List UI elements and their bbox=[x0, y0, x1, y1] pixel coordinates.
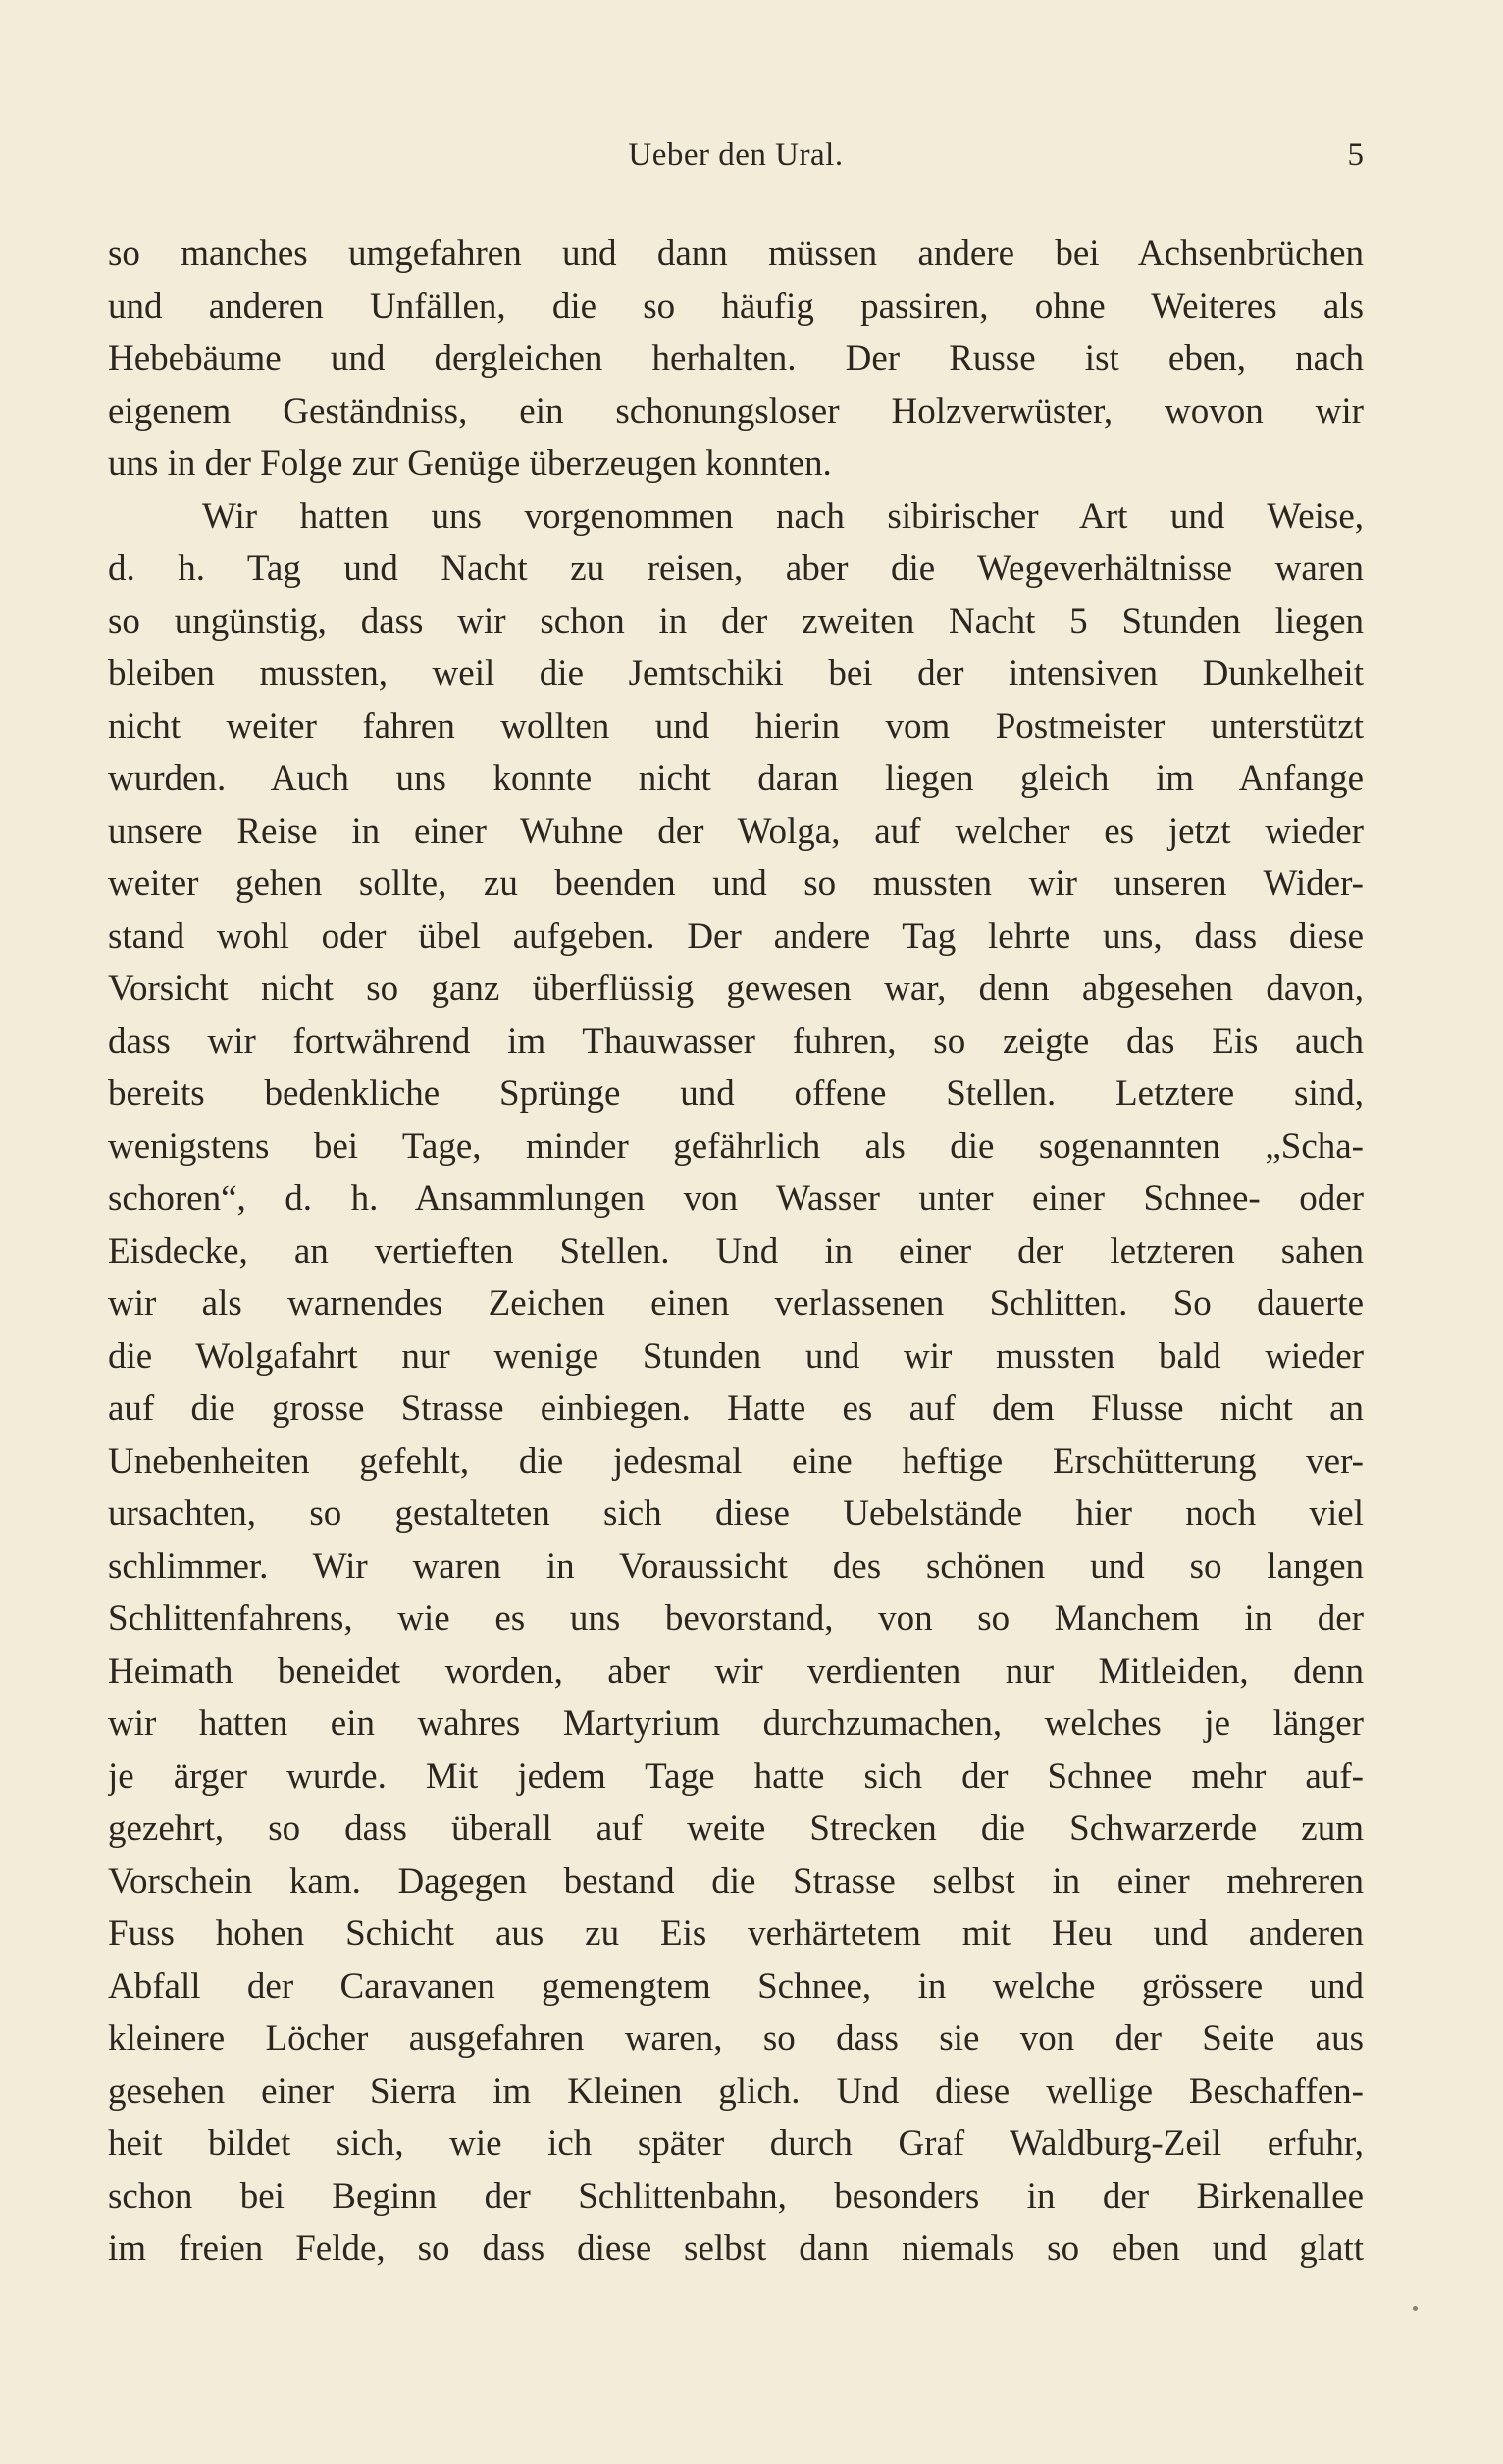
text-line: Heimath beneidet worden, aber wir verdienten nur Mitleiden, denn bbox=[108, 1651, 1364, 1692]
text-line: wenigstens bei Tage, minder gefährlich als die sogenannten „Scha- bbox=[108, 1126, 1364, 1167]
text-line: Fuss hohen Schicht aus zu Eis verhärtetem mit Heu und anderen bbox=[108, 1914, 1364, 1954]
text-line: je ärger wurde. Mit jedem Tage hatte sich der Schnee mehr auf- bbox=[108, 1756, 1364, 1797]
body-text bbox=[108, 228, 1364, 2276]
text-line: unsere Reise in einer Wuhne der Wolga, auf welcher es jetzt wieder bbox=[108, 811, 1364, 852]
text-line: schlimmer. Wir waren in Voraussicht des schönen und so langen bbox=[108, 1546, 1364, 1587]
text-line: weiter gehen sollte, zu beenden und so mussten wir unseren Wider- bbox=[108, 864, 1364, 904]
text-line: schon bei Beginn der Schlittenbahn, besonders in der Birkenallee bbox=[108, 2176, 1364, 2217]
text-line: eigenem Geständniss, ein schonungsloser Holzverwüster, wovon wir bbox=[108, 391, 1364, 432]
text-line: die Wolgafahrt nur wenige Stunden und wir mussten bald wieder bbox=[108, 1336, 1364, 1377]
text-line: stand wohl oder übel aufgeben. Der andere Tag lehrte uns, dass diese bbox=[108, 916, 1364, 957]
text-line: Unebenheiten gefehlt, die jedesmal eine heftige Erschütterung ver- bbox=[108, 1441, 1364, 1482]
print-speck bbox=[1413, 2306, 1418, 2311]
text-line: schoren“, d. h. Ansammlungen von Wasser unter einer Schnee- oder bbox=[108, 1179, 1364, 1219]
text-line: Hebebäume und dergleichen herhalten. Der Russe ist eben, nach bbox=[108, 339, 1364, 379]
text-line: Eisdecke, an vertieften Stellen. Und in einer der letzteren sahen bbox=[108, 1231, 1364, 1272]
text-line: ursachten, so gestalteten sich diese Uebelstände hier noch viel bbox=[108, 1494, 1364, 1534]
text-line: so manches umgefahren und dann müssen andere bei Achsenbrüchen bbox=[108, 234, 1364, 274]
text-line: Vorsicht nicht so ganz überflüssig gewesen war, denn abgesehen davon, bbox=[108, 969, 1364, 1009]
text-line: wir hatten ein wahres Martyrium durchzumachen, welches je länger bbox=[108, 1704, 1364, 1744]
text-line: bleiben mussten, weil die Jemtschiki bei der intensiven Dunkelheit bbox=[108, 654, 1364, 694]
paragraph-last-line: uns in der Folge zur Genüge überzeugen konnten. bbox=[108, 444, 832, 484]
text-line: bereits bedenkliche Sprünge und offene Stellen. Letztere sind, bbox=[108, 1074, 1364, 1114]
text-line: wurden. Auch uns konnte nicht daran liegen gleich im Anfange bbox=[108, 759, 1364, 799]
text-line: Vorschein kam. Dagegen bestand die Strasse selbst in einer mehreren bbox=[108, 1861, 1364, 1902]
text-line: heit bildet sich, wie ich später durch Graf Waldburg-Zeil erfuhr, bbox=[108, 2123, 1364, 2164]
running-head bbox=[108, 137, 1364, 186]
text-line: so ungünstig, dass wir schon in der zweiten Nacht 5 Stunden liegen bbox=[108, 601, 1364, 642]
text-line: d. h. Tag und Nacht zu reisen, aber die Wegeverhältnisse waren bbox=[108, 549, 1364, 589]
text-line: dass wir fortwährend im Thauwasser fuhren, so zeigte das Eis auch bbox=[108, 1021, 1364, 1062]
text-line: kleinere Löcher ausgefahren waren, so dass sie von der Seite aus bbox=[108, 2018, 1364, 2059]
text-line: im freien Felde, so dass diese selbst dann niemals so eben und glatt bbox=[108, 2228, 1364, 2269]
text-line: Abfall der Caravanen gemengtem Schnee, in welche grössere und bbox=[108, 1966, 1364, 2007]
text-line: auf die grosse Strasse einbiegen. Hatte es auf dem Flusse nicht an bbox=[108, 1389, 1364, 1429]
page-number: 5 bbox=[1347, 137, 1364, 173]
text-line: wir als warnendes Zeichen einen verlassenen Schlitten. So dauerte bbox=[108, 1284, 1364, 1324]
text-line: Schlittenfahrens, wie es uns bevorstand, von so Manchem in der bbox=[108, 1599, 1364, 1639]
paragraph-first-line: Wir hatten uns vorgenommen nach sibirischer Art und Weise, bbox=[202, 496, 1364, 537]
text-line: gezehrt, so dass überall auf weite Strecken die Schwarzerde zum bbox=[108, 1809, 1364, 1849]
text-line: nicht weiter fahren wollten und hierin vom Postmeister unterstützt bbox=[108, 706, 1364, 747]
text-line: und anderen Unfällen, die so häufig passiren, ohne Weiteres als bbox=[108, 286, 1364, 327]
running-title: Ueber den Ural. bbox=[628, 137, 844, 173]
text-line: gesehen einer Sierra im Kleinen glich. Und diese wellige Beschaffen- bbox=[108, 2071, 1364, 2112]
